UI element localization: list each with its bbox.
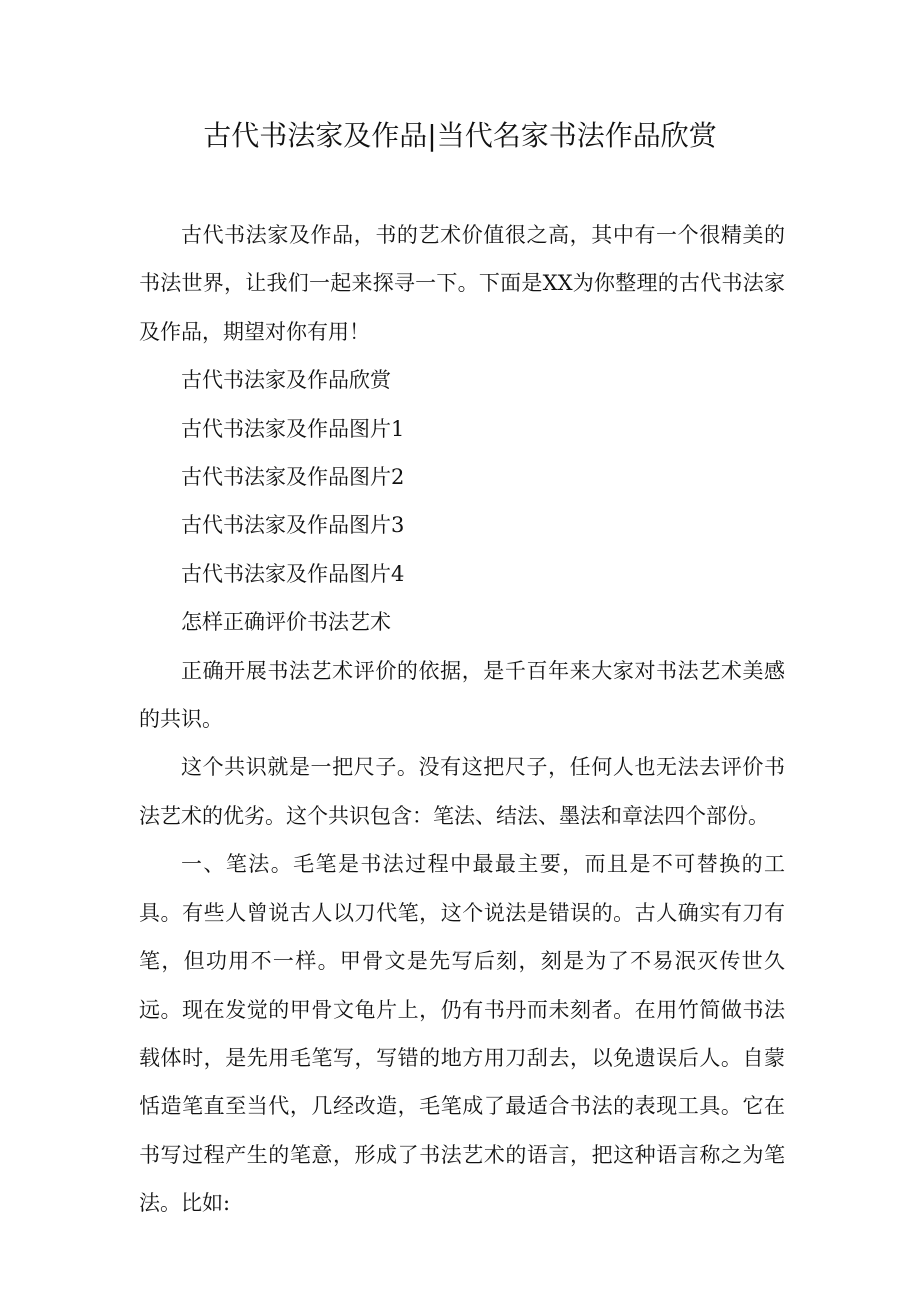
consensus-paragraph: 这个共识就是一把尺子。没有这把尺子，任何人也无法去评价书法艺术的优劣。这个共识包含：笔法、结法、墨法和章法四个部份。 <box>139 755 785 828</box>
image-caption-3: 古代书法家及作品图片3 <box>181 513 405 538</box>
section-heading-evaluation: 怎样正确评价书法艺术 <box>181 610 391 635</box>
document-title: 古代书法家及作品|当代名家书法作品欣赏 <box>203 119 717 152</box>
image-caption-4: 古代书法家及作品图片4 <box>181 561 405 586</box>
brush-method-paragraph: 一、笔法。毛笔是书法过程中最最主要，而且是不可替换的工具。有些人曾说古人以刀代笔，这个说法是错误的。古人确实有刀有笔，但功用不一样。甲骨文是先写后刻，刻是为了不易泯灭传世久远。现在发觉的甲骨文龟片上，仍有书丹而未刻者。在用竹简做书法载体时，是先用毛笔写，写错的地方用刀刮去，以免遗误后人。自蒙恬造笔直至当代，几经改造，毛笔成了最适合书法的表现工具。它在书写过程产生的笔意，形成了书法艺术的语言，把这种语言称之为笔法。比如: <box>139 852 785 1216</box>
image-caption-1: 古代书法家及作品图片1 <box>181 416 405 441</box>
image-caption-2: 古代书法家及作品图片2 <box>181 465 405 490</box>
document-body <box>139 211 785 1228</box>
evaluation-basis-paragraph: 正确开展书法艺术评价的依据，是千百年来大家对书法艺术美感的共识。 <box>139 658 785 732</box>
intro-paragraph: 古代书法家及作品，书的艺术价值很之高，其中有一个很精美的书法世界，让我们一起来探寻一下。下面是XX为你整理的古代书法家及作品，期望对你有用！ <box>139 223 785 344</box>
section-heading-appreciation: 古代书法家及作品欣赏 <box>181 368 391 393</box>
